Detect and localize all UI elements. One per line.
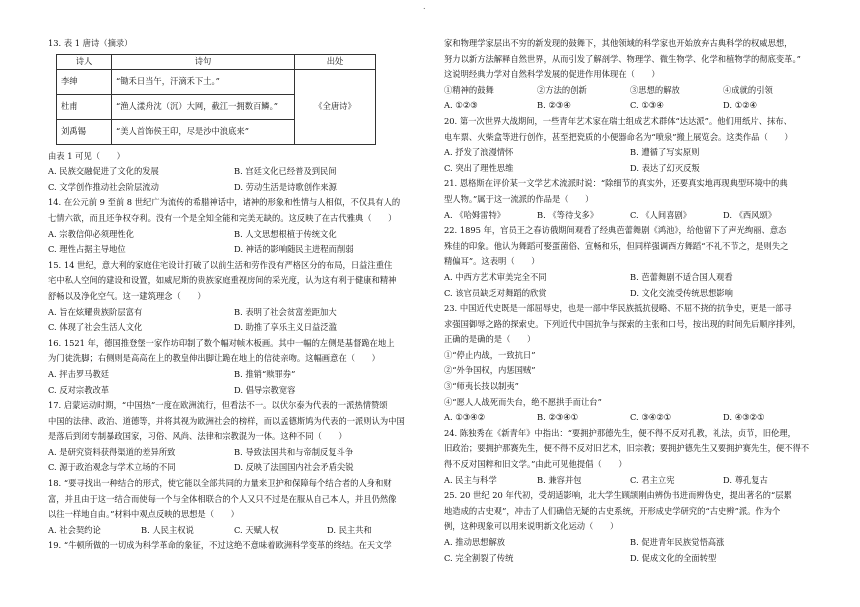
option-d[interactable]: D. 劳动生活是诗歌创作来源 [234, 181, 337, 192]
statement-item: ①精神的鼓舞 [444, 84, 494, 95]
statement-item: ③思想的解放 [630, 84, 680, 95]
option-c[interactable]: C. ③④②① [630, 412, 672, 423]
question-21 [444, 176, 816, 223]
option-b[interactable]: B. 导致法国共和与帝制反复斗争 [234, 446, 354, 457]
option-a[interactable]: A. 是研究资料获得渠道的差异所致 [48, 446, 176, 457]
option-b[interactable]: B. 表明了社会贫富差距加大 [234, 306, 337, 317]
option-c[interactable]: C. 源于政治观念与学术立场的不同 [48, 462, 176, 473]
question-15 [48, 258, 420, 336]
question-line: 22. 1895 年，官员王之春访俄期间观看了经典芭蕾舞剧《鸿池》，给他留下了声光绚丽、意态 [444, 225, 787, 236]
question-line: 为门徒洗脚；右侧则是高高在上的教皇伸出脚让跪在地上的信徒亲吻。这幅画意在（ ） [48, 353, 380, 364]
option-d[interactable]: D. 表达了幻灭反叛 [630, 162, 700, 173]
question-24 [444, 426, 816, 488]
table-header: 诗人 [57, 54, 112, 69]
option-a[interactable]: A. ①③④② [444, 412, 486, 423]
option-c[interactable]: C. 体现了社会生活人文化 [48, 322, 143, 333]
question-22 [444, 223, 816, 301]
question-25 [444, 488, 816, 566]
question-line: 旧政治；要拥护那赛先生，便不得不反对旧艺术，旧宗教；要拥护德先生又要拥护赛先生，便不得不 [444, 443, 810, 454]
option-a[interactable]: A. 民主与科学 [444, 474, 497, 485]
option-d[interactable]: D. 《西风颂》 [723, 209, 777, 220]
statement-item: ④“愿人人战死而失台，绝不愿拱手而让台” [444, 396, 602, 407]
verse-cell: “渔人漾舟沈（沉）大网，截江一拥数百鳞。” [112, 94, 295, 119]
table-row [57, 69, 376, 94]
question-line: 20. 第一次世界大战期间，一些青年艺术家在瑞士组成艺术群体“达达派”。他们用纸片、抹布、 [444, 115, 792, 126]
question-line: 以往一样地自由。”材料中观点反映的思想是（ ） [48, 509, 239, 520]
statement-item: ④成就的引领 [723, 84, 773, 95]
question-line: 这说明经典力学对自然科学发展的促进作用体现在（ ） [444, 69, 660, 80]
option-c[interactable]: C. 君主立宪 [630, 474, 675, 485]
option-a[interactable]: A. 宗教信仰必须理性化 [48, 228, 134, 239]
question-line: 舒畅以及净化空气。这一建筑理念（ ） [48, 290, 206, 301]
option-d[interactable]: D. 倡导宗教宽容 [234, 384, 296, 395]
question-line: 殊佳的印象。他认为舞蹈可娶蛋菌俗、宣畅和乐，但同样强调西方舞蹈“不礼不节之，是则失之 [444, 240, 789, 251]
option-d[interactable]: D. 助推了享乐主义日益泛滥 [234, 322, 337, 333]
option-d[interactable]: D. 促成文化的全面转型 [630, 552, 717, 563]
option-a[interactable]: A. 社会契约论 [48, 524, 101, 535]
option-b[interactable]: B. 推销“赎罪券” [234, 368, 296, 379]
question-line: 精偏耳”。这表明（ ） [444, 256, 540, 267]
question-line: 七情六欲，而且还争权夺利。没有一个是全知全能和完美无缺的。这反映了在古代雅典（ ） [48, 212, 397, 223]
option-d[interactable]: D. 文化交流受传统思想影响 [630, 287, 733, 298]
question-16 [48, 336, 420, 398]
option-d[interactable]: D. ①②④ [723, 100, 757, 111]
poem-table [56, 54, 376, 145]
option-c[interactable]: C. 理性占据主导地位 [48, 244, 126, 255]
question-23 [444, 301, 816, 426]
question-line: 19. “牛顿所做的一切成为科学革命的象征，不过这绝不意味着欧洲科学变革的终结。在天文学 [48, 540, 392, 551]
question-line: 电车票、火柴盒等进行创作，甚至把瓷质的小便器命名为“喷泉”搬上展览会。这类作品（ ） [444, 131, 793, 142]
question-13 [48, 36, 420, 195]
question-line: 15. 14 世纪，意大利的家庭住宅设计打破了以前生活和劳作没有严格区分的布局，日益注重住 [48, 259, 393, 270]
question-line: 富，并且由于这一结合而使每一个与全体相联合的个人又只不过是在服从自己本人，并且仍然像 [48, 493, 397, 504]
option-c[interactable]: C. 天赋人权 [234, 524, 279, 535]
option-c[interactable]: C. 文学创作推动社会阶层流动 [48, 181, 159, 192]
question-line: 25. 20 世纪 20 年代初，受胡适影响，北大学生顾颉刚由辨伪书进而辨伪史，提出著名的“层累 [444, 490, 792, 501]
question-line: 型人物。”属于这一流派的作品是（ ） [444, 193, 594, 204]
option-b[interactable]: B. 兼容并包 [537, 474, 582, 485]
question-line: 16. 1521 年，德国推登堡一家作坊印制了数个幅对帧木板画。其中一幅的左侧是基督跪在地上 [48, 337, 395, 348]
option-c[interactable]: C. ①③④ [630, 100, 664, 111]
question-followup: 由表 1 可见（ ） [48, 150, 125, 161]
question-18 [48, 476, 420, 538]
option-c[interactable]: C. 反对宗教改革 [48, 384, 110, 395]
option-d[interactable]: D. 神话的影响随民主进程而削弱 [234, 244, 354, 255]
question-line: 14. 在公元前 9 至前 8 世纪广为流传的希腊神话中，诸神的形象和性情与人相似，不仅具有人的 [48, 197, 401, 208]
statement-item: ②方法的创新 [537, 84, 587, 95]
question-19-start [48, 538, 420, 554]
question-line: 家和物理学家层出不穷的新发现的鼓舞下，其他领域的科学家也开始放弃古典科学的权威思想， [444, 38, 793, 48]
option-b[interactable]: B. 人民主权说 [141, 524, 194, 535]
option-b[interactable]: B. 宫廷文化已经普及到民间 [234, 166, 337, 177]
poet-cell: 杜甫 [57, 94, 112, 119]
option-a[interactable]: A. 抨击罗马教廷 [48, 368, 110, 379]
question-line: 18. “要寻找出一种结合的形式，使它能以全部共同的力量来卫护和保障每个结合者的人身和财 [48, 478, 392, 489]
question-line: 中国的法律、政治、道德等，并将其视为欧洲社会的榜样，而以孟德斯鸠为代表的一派则认为中国 [48, 415, 405, 426]
question-stem: 13. 表 1 唐诗（摘录） [48, 38, 133, 48]
option-a[interactable]: A. 民族交融促进了文化的发展 [48, 166, 159, 177]
table-header: 出处 [295, 54, 376, 69]
question-line: 17. 启蒙运动时期，“中国热”一度在欧洲流行，但看法不一。以伏尔泰为代表的一派热情赞颂 [48, 400, 388, 411]
option-b[interactable]: B. 遭循了写实原则 [630, 147, 700, 158]
option-b[interactable]: B. 芭蕾舞剧不适合国人观看 [630, 271, 733, 282]
option-b[interactable]: B. ②③④ [537, 100, 571, 111]
option-c[interactable]: C. 该官员缺乏对舞蹈的欣赏 [444, 287, 547, 298]
option-c[interactable]: C. 突出了理性思维 [444, 162, 514, 173]
option-d[interactable]: D. ④③②① [723, 412, 765, 423]
question-line: 正确的是确的是（ ） [444, 334, 536, 345]
question-line: 求强国御辱之路的探索史。下列近代中国抗争与探索的主张和口号，按出现的时间先后顺序排列， [444, 318, 801, 329]
option-a[interactable]: A. ①②③ [444, 100, 478, 111]
verse-cell: “锄禾日当午，汗滴禾下土。” [112, 69, 295, 94]
source-cell: 《全唐诗》 [295, 69, 376, 144]
question-17 [48, 398, 420, 476]
option-b[interactable]: B. ②③④① [537, 412, 579, 423]
question-line: 21. 恩格斯在评价某一文学艺术流派时说：“除细节的真实外，还要真实地再现典型环境中的典 [444, 178, 788, 189]
statement-item: ①“停止内战，一致抗日” [444, 349, 536, 360]
option-b[interactable]: B. 《等待戈多》 [537, 209, 599, 220]
left-column [48, 36, 420, 554]
poet-cell: 李绅 [57, 69, 112, 94]
question-20 [444, 114, 816, 176]
poet-cell: 刘禹锡 [57, 119, 112, 144]
question-line: 努力以新方法解释自然世界，从而引发了解剖学、物理学、微生物学、化学和植物学的彻底变革。” [444, 53, 801, 64]
option-c[interactable]: C. 完全割裂了传统 [444, 552, 514, 563]
question-line: 是落后到闭专制暴政国家，习俗、风尚、法律和宗教混为一体。这种不同（ ） [48, 431, 347, 442]
question-line: 24. 陈独秀在《新青年》中指出：“要拥护那德先生，便不得不反对孔教，礼法，贞节，旧伦理， [444, 427, 796, 438]
verse-cell: “美人首饰侯王印，尽是沙中浪底来” [112, 119, 295, 144]
option-a[interactable]: A. 抒发了浪漫情怀 [444, 147, 514, 158]
statement-item: ③“师夷长技以制夷” [444, 381, 519, 392]
question-line: 地造成的古史观”，冲击了人们确信无疑的古史系统，开形成史学研究的“古史辨”派。作为个 [444, 505, 781, 516]
table-header: 诗句 [112, 54, 295, 69]
statement-item: ②“外争国权，内惩国贼” [444, 365, 536, 376]
option-d[interactable]: D. 尊孔复古 [723, 474, 768, 485]
question-line: 23. 中国近代史既是一部屈辱史，也是一部中华民族抵抗侵略、不屈不挠的抗争史，更是一部寻 [444, 303, 792, 314]
option-a[interactable]: A. 旨在炫耀贵族阶层富有 [48, 306, 143, 317]
question-19-continued [444, 36, 816, 114]
question-line: 得不反对国粹和旧文学。”由此可见他提倡（ ） [444, 459, 627, 470]
question-line: 宅中私人空间的建设和设置，如威尼斯的贵族家庭重视房间的采光度，认为这有利于健康和精神 [48, 275, 397, 286]
option-a[interactable]: A. 中西方艺术审美完全不同 [444, 271, 547, 282]
option-d[interactable]: D. 民主共和 [327, 524, 372, 535]
option-a[interactable]: A. 推动思想解放 [444, 537, 506, 547]
option-b[interactable]: B. 人文思想根植于传统文化 [234, 228, 337, 239]
header-mark: . [423, 2, 426, 11]
question-14 [48, 195, 420, 257]
option-b[interactable]: B. 促进青年民族觉悟高涨 [630, 537, 725, 547]
option-a[interactable]: A. 《哈姆雷特》 [444, 209, 506, 220]
question-line: 例，这种现象可以用来说明新文化运动（ ） [444, 521, 619, 532]
option-c[interactable]: C. 《人间喜剧》 [630, 209, 692, 220]
right-column [444, 36, 816, 566]
option-d[interactable]: D. 反映了法国国内社会矛盾尖锐 [234, 462, 354, 473]
